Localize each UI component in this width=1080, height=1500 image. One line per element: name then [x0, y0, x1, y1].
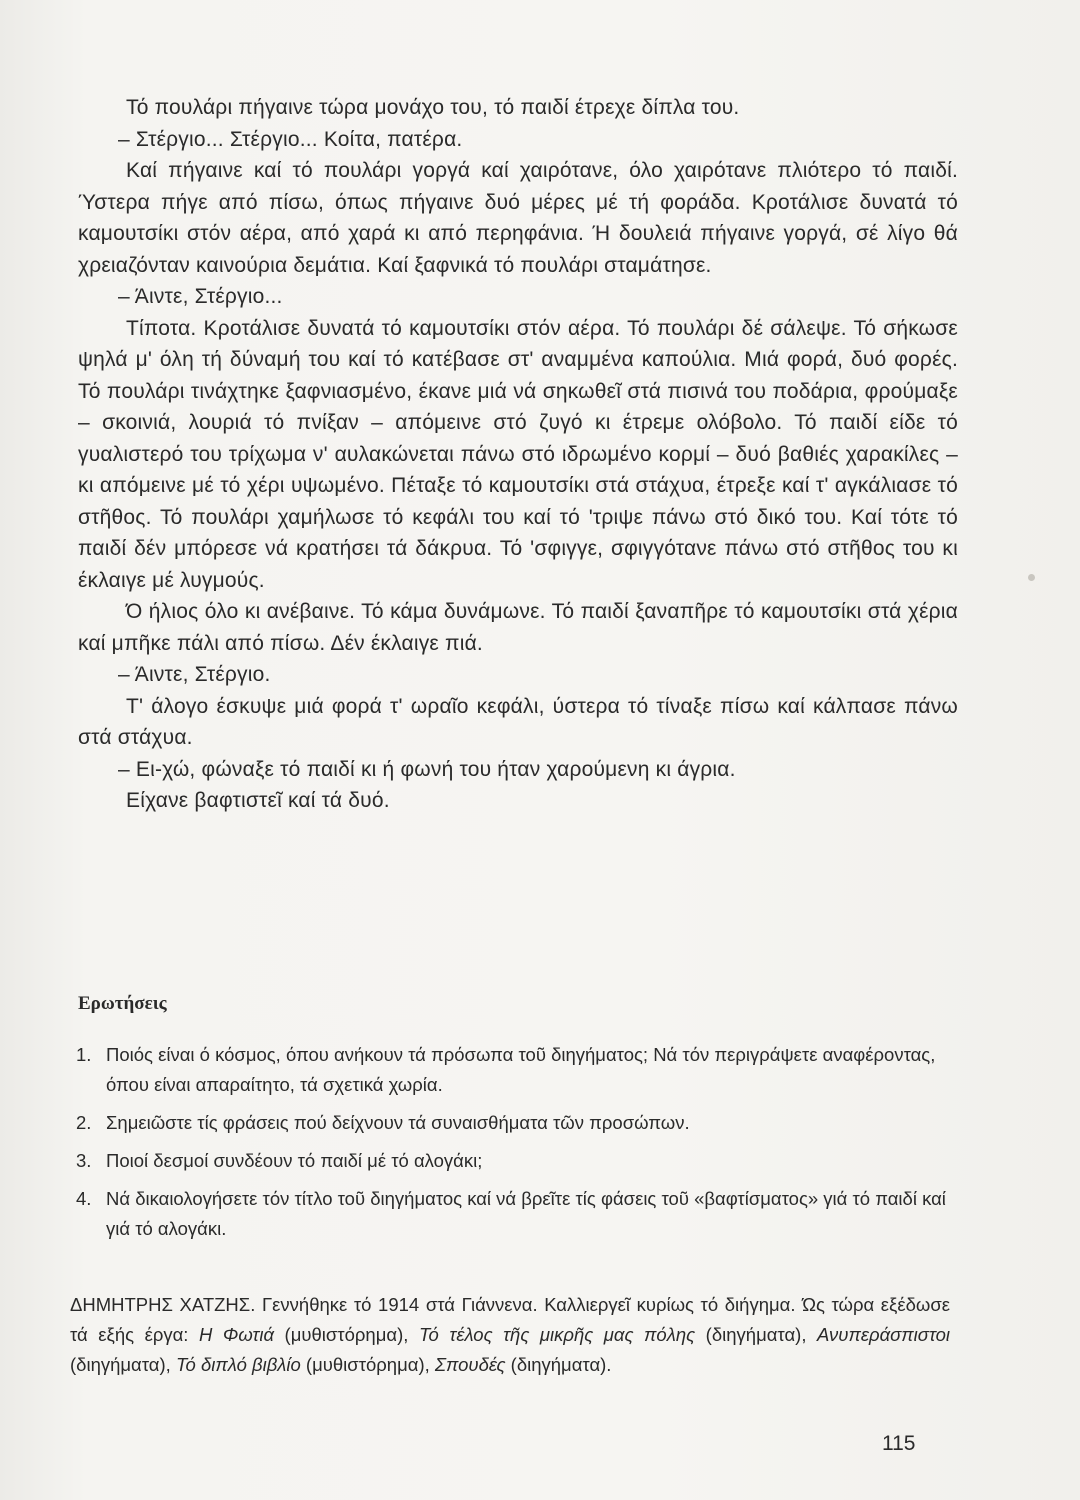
- work-title: Ανυπεράσπιστοι: [817, 1324, 950, 1345]
- question-item: [70, 1040, 950, 1100]
- story-paragraph: Τ' άλογο έσκυψε μιά φορά τ' ωραῖο κεφάλι, ύστερα τό τίναξε πίσω καί κάλπασε πάνω στά στάχυα.: [78, 694, 958, 749]
- work-title: Σπουδές: [434, 1354, 506, 1375]
- story-paragraph: Τό πουλάρι πήγαινε τώρα μονάχο του, τό παιδί έτρεχε δίπλα του.: [126, 96, 740, 119]
- story-paragraph: Καί πήγαινε καί τό πουλάρι γοργά καί χαιρότανε, όλο χαιρότανε πλιότερο τό παιδί. Ύστερα πήγε από πίσω, όπως πήγαινε δυό μέρες μέ τή φοράδα. Κροτάλισε δυνατά τό καμουτσίκι στόν αέρα, από χαρά κι από περηφάνια. Ή δουλειά πήγαινε γοργά, σέ λίγο θά χρειαζόνταν καινούρια δεμάτια. Καί ξαφνικά τό πουλάρι σταμάτησε.: [78, 159, 958, 277]
- questions-heading: Ερωτήσεις: [78, 993, 167, 1014]
- story-dialogue: – Ει-χώ, φώναξε τό παιδί κι ή φωνή του ήταν χαρούμενη κι άγρια.: [118, 757, 736, 781]
- question-number: 4.: [76, 1188, 92, 1209]
- question-text: Νά δικαιολογήσετε τόν τίτλο τοῦ διηγήματος καί νά βρεῖτε τίς φάσεις τοῦ «βαφτίσματος» γιά τό παιδί καί γιά τό αλογάκι.: [106, 1188, 946, 1239]
- work-note: (μυθιστόρημα),: [300, 1354, 435, 1375]
- work-note: (διηγήματα),: [695, 1324, 818, 1345]
- page-number: 115: [882, 1432, 916, 1455]
- story-paragraph: Ό ήλιος όλο κι ανέβαινε. Τό κάμα δυνάμωνε. Τό παιδί ξαναπῆρε τό καμουτσίκι στά χέρια καί μπῆκε πάλι από πίσω. Δέν έκλαιγε πιά.: [78, 600, 958, 655]
- work-note: (διηγήματα).: [505, 1354, 612, 1375]
- work-note: (μυθιστόρημα),: [274, 1324, 419, 1345]
- question-text: Ποιός είναι ό κόσμος, όπου ανήκουν τά πρόσωπα τοῦ διηγήματος; Νά τόν περιγράψετε αναφέροντας, όπου είναι απαραίτητο, τά σχετικά χωρία.: [106, 1044, 936, 1095]
- question-number: 1.: [76, 1044, 92, 1065]
- author-bio: [70, 1290, 950, 1380]
- question-number: 3.: [76, 1150, 92, 1171]
- story-dialogue: – Άιντε, Στέργιο...: [118, 285, 283, 308]
- work-title: Τό τέλος τῆς μικρῆς μας πόλης: [418, 1324, 696, 1345]
- story-text: [78, 92, 958, 817]
- author-name: ΔΗΜΗΤΡΗΣ ΧΑΤΖΗΣ.: [70, 1294, 256, 1315]
- paper-speck: [1028, 574, 1035, 581]
- story-paragraph: Είχανε βαφτιστεῖ καί τά δυό.: [126, 789, 390, 812]
- work-title: Τό διπλό βιβλίο: [175, 1354, 301, 1375]
- question-item: [70, 1184, 950, 1244]
- story-dialogue: – Στέργιο... Στέργιο... Κοίτα, πατέρα.: [118, 127, 463, 151]
- author-bio-intro: Γεννήθηκε τό 1914 στά Γιάννενα. Καλλιεργεῖ κυρίως τό διήγημα. Ώς τώρα εξέδωσε τά εξής έργα:: [70, 1294, 950, 1345]
- question-text: Σημειῶστε τίς φράσεις πού δείχνουν τά συναισθήματα τῶν προσώπων.: [106, 1112, 690, 1133]
- work-note: (διηγήματα),: [70, 1354, 176, 1375]
- question-item: [70, 1146, 950, 1176]
- story-dialogue: – Άιντε, Στέργιο.: [118, 663, 271, 686]
- question-item: [70, 1108, 950, 1138]
- questions-list: [70, 1040, 950, 1252]
- question-number: 2.: [76, 1112, 92, 1133]
- work-title: Η Φωτιά: [199, 1324, 274, 1345]
- question-text: Ποιοί δεσμοί συνδέουν τό παιδί μέ τό αλογάκι;: [106, 1150, 483, 1171]
- story-paragraph: Τίποτα. Κροτάλισε δυνατά τό καμουτσίκι στόν αέρα. Τό πουλάρι δέ σάλεψε. Τό σήκωσε ψηλά μ' όλη τή δύναμή του καί τό κατέβασε στ' αναμμένα καπούλια. Μιά φορά, δυό φορές. Τό πουλάρι τινάχτηκε ξαφνιασμένο, έκανε μιά νά σηκωθεῖ στά πισινά του ποδάρια, φρούμαξε – σκοινιά, λουριά τό πνίξαν – απόμεινε στό ζυγό κι έτρεμε ολόβολο. Τό παιδί είδε τό γυαλιστερό του τρίχωμα ν' αυλακώνεται πάνω στό ιδρωμένο κορμί – δυό βαθιές χαρακίλες – κι απόμεινε μέ τό χέρι υψωμένο. Πέταξε τό καμουτσίκι στά στάχυα, έτρεξε καί τ' αγκάλιασε τό στῆθος. Τό πουλάρι χαμήλωσε τό κεφάλι του καί τό 'τριψε πάνω στό δικό του. Καί τότε τό παιδί δέν μπόρεσε νά κρατήσει τά δάκρυα. Τό 'σφιγγε, σφιγγότανε πάνω στό στῆθος του κι έκλαιγε μέ λυγμούς.: [78, 316, 958, 592]
